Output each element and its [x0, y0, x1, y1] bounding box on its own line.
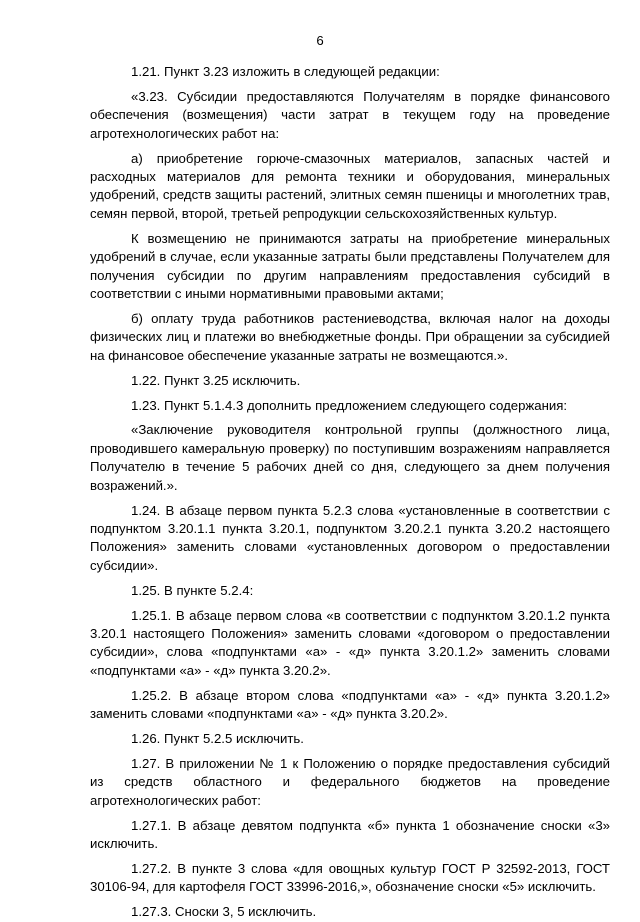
- page-number: 6: [316, 33, 324, 48]
- paragraph-1-27: 1.27. В приложении № 1 к Положению о порядке предоставления субсидий из средств областного и федерального бюджетов на проведение агротехнологических работ:: [90, 755, 610, 808]
- paragraph-1-27-1: 1.27.1. В абзаце девятом подпункта «б» пункта 1 обозначение сноски «3» исключить.: [90, 817, 610, 852]
- paragraph-1-26: 1.26. Пункт 5.2.5 исключить.: [131, 731, 304, 746]
- paragraph-1-27-3: 1.27.3. Сноски 3, 5 исключить.: [131, 904, 317, 920]
- paragraph-conclusion-quote: «Заключение руководителя контрольной группы (должностного лица, проводившего камеральную проверку) по поступившим возражениям направляется Получателю в течение 5 рабочих дней со дня, следующего за днем получения возражений.».: [90, 422, 610, 493]
- paragraph-3-23-intro: «3.23. Субсидии предоставляются Получателям в порядке финансового обеспечения (возмещения) части затрат в текущем году на проведение агротехнологических работ на:: [90, 88, 610, 141]
- paragraph-1-22: 1.22. Пункт 3.25 исключить.: [131, 372, 301, 388]
- paragraph-item-a: а) приобретение горюче-смазочных материалов, запасных частей и расходных материалов для ремонта техники и оборудования, минеральных удобрений, средств защиты растений, элитных семян пшеницы и многолетних трав, семян первой, второй, третьей репродукции сельскохозяйственных культур.: [90, 150, 610, 221]
- paragraph-1-25-2: 1.25.2. В абзаце втором слова «подпунктами «а» - «д» пункта 3.20.1.2» заменить словами «подпунктами «а» - «д» пункта 3.20.2».: [90, 687, 610, 722]
- paragraph-item-b: б) оплату труда работников растениеводства, включая налог на доходы физических лиц и платежи во внебюджетные фонды. При обращении за субсидией на финансовое обеспечение указанные затраты не возмещаются.».: [90, 310, 610, 363]
- paragraph-1-27-2: 1.27.2. В пункте 3 слова «для овощных культур ГОСТ Р 32592-2013, ГОСТ 30106-94, для картофеля ГОСТ 33996-2016,», обозначение сноски «5» исключить.: [90, 860, 610, 895]
- paragraph-1-23: 1.23. Пункт 5.1.4.3 дополнить предложением следующего содержания:: [131, 397, 568, 413]
- paragraph-1-25: 1.25. В пункте 5.2.4:: [131, 582, 254, 598]
- document-body: [90, 63, 610, 922]
- paragraph-1-24: 1.24. В абзаце первом пункта 5.2.3 слова «установленные в соответствии с подпунктом 3.20.1.1 пункта 3.20.1, подпунктом 3.20.2.1 пункта 3.20.2 настоящего Положения» заменить словами «установленных договором о предоставлении субсидии».: [90, 502, 610, 573]
- paragraph-1-25-1: 1.25.1. В абзаце первом слова «в соответствии с подпунктом 3.20.1.2 пункта 3.20.1 настоящего Положения» заменить словами «договором о предоставлении субсидии», слова «подпунктами «а» - «д» пункта 3.20.1.2» заменить словами «подпунктами «а» - «д» пункта 3.20.2».: [90, 607, 610, 678]
- paragraph-reimbursement-exclusion: К возмещению не принимаются затраты на приобретение минеральных удобрений в случае, если указанные затраты были представлены Получателем для получения субсидии по другим направлениям предоставления субсидий в соответствии с иными нормативными правовыми актами;: [90, 230, 610, 301]
- paragraph-1-21: 1.21. Пункт 3.23 изложить в следующей редакции:: [131, 64, 440, 79]
